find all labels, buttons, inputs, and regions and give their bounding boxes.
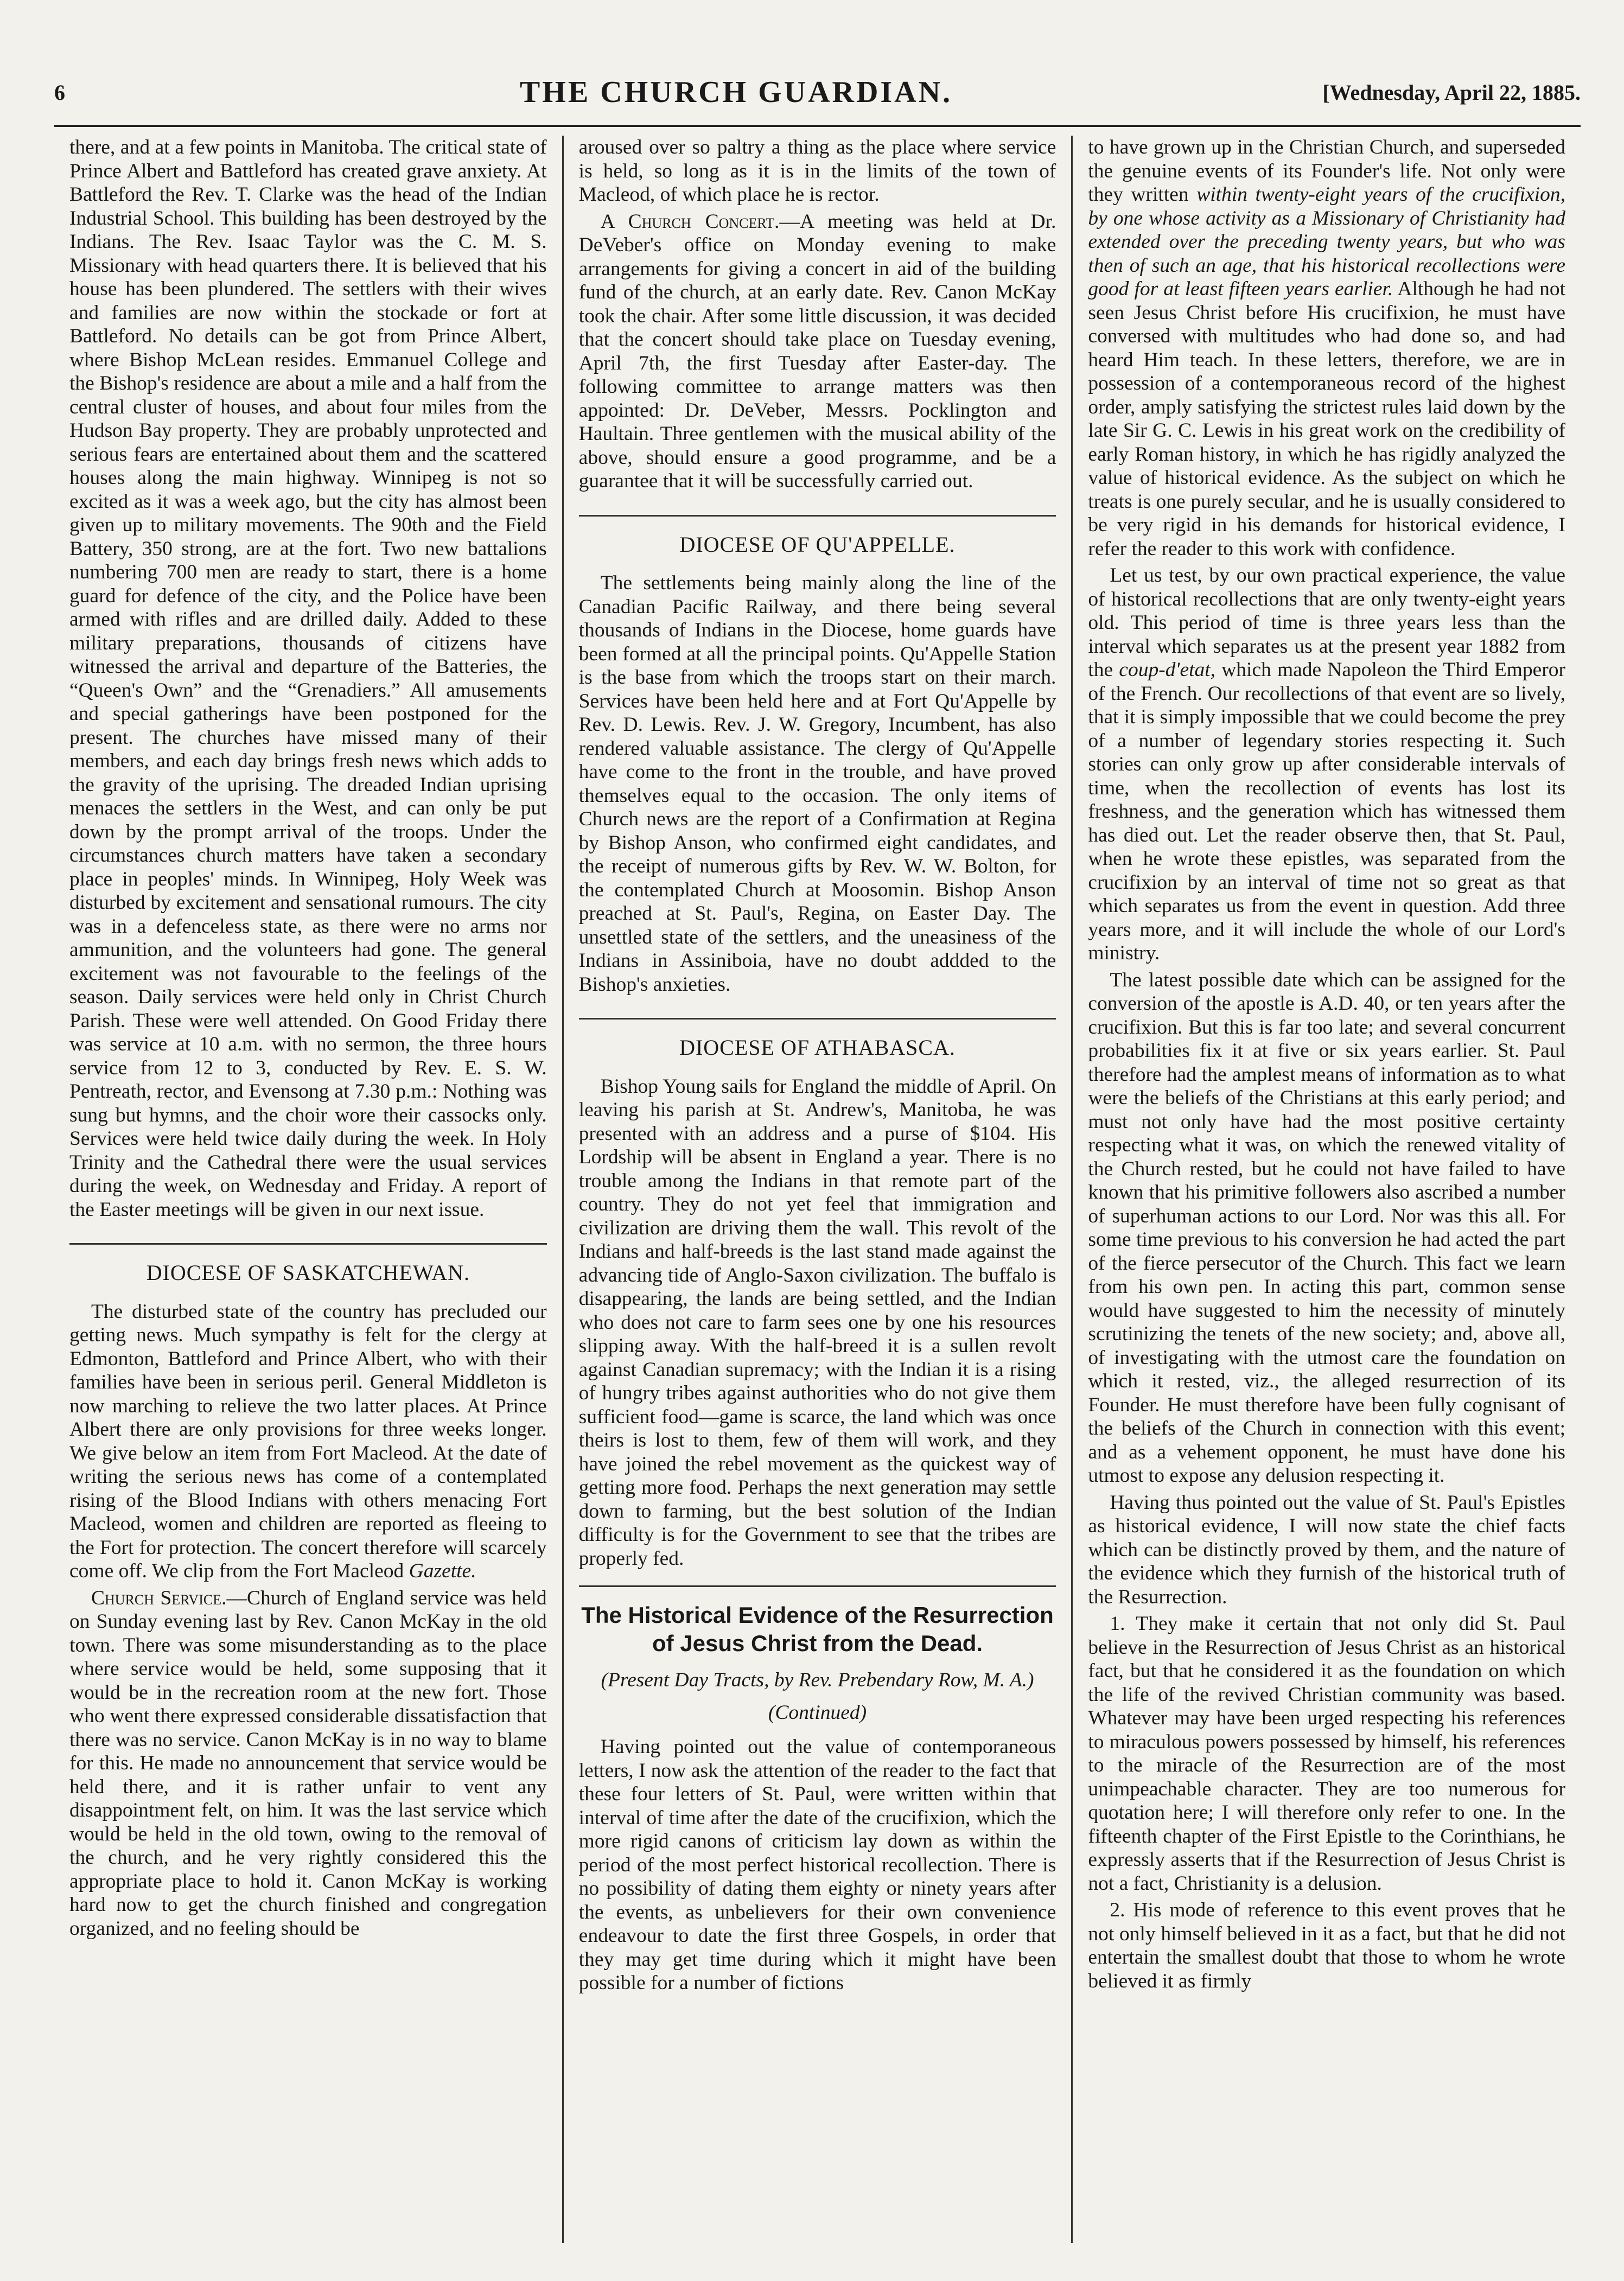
newspaper-title: THE CHURCH GUARDIAN. bbox=[519, 75, 953, 109]
column-2 bbox=[562, 136, 1072, 2243]
article-columns bbox=[54, 136, 1581, 2243]
heading-diocese-athabasca: DIOCESE OF ATHABASCA. bbox=[579, 1018, 1056, 1060]
manitoba-report-paragraph: there, and at a few points in Manitoba. The critical state of Prince Albert and Battleford has created grave anxiety. At Battleford the Rev. T. Clarke was the head of the Indian Industrial School. This building has been destroyed by the Indians. The Rev. Isaac Taylor was the C. M. S. Missionary with head quarters there. It is believed that his house has been plundered. The settlers with their wives and families are now within the stockade or fort at Battleford. No details can be got from Prince Albert, where Bishop McLean resides. Emmanuel College and the Bishop's residence are about a mile and a half from the central cluster of houses, and about four miles from the Hudson Bay property. They are probably unprotected and serious fears are entertained about them and the scattered houses along the main highway. Winnipeg is not so excited as it was a week ago, but the city has almost been given up to military movements. The 90th and the Field Battery, 350 strong, are at the fort. Two new battalions numbering 700 men are ready to start, there is a home guard for defence of the city, and the Police have been armed with rifles and are drilled daily. Added to these military preparations, thousands of citizens have witnessed the arrival and departure of the Batteries, the “Queen's Own” and the “Grenadiers.” All amusements and special gatherings have been postponed for the present. The churches have missed many of their members, and each day brings fresh news which adds to the gravity of the uprising. The dreaded Indian uprising menaces the settlers in the West, and can only be put down by the prompt arrival of the troops. Under the circumstances church matters have taken a secondary place in peoples' minds. In Winnipeg, Holy Week was disturbed by excitement and sensational rumours. The city was in a defenceless state, as there were no arms nor ammunition, and the volunteers had gone. The general excitement was not favourable to the feelings of the season. Daily services were held only in Christ Church Parish. These were well attended. On Good Friday there was service at 10 a.m. with no sermon, the three hours service from 12 to 3, conducted by Rev. E. S. W. Pentreath, rector, and Evensong at 7.30 p.m.: Nothing was sung but hymns, and the choir wore their cassocks only. Services were held twice daily during the week. In Holy Trinity and the Cathedral there were the usual services during the week, on Wednesday and Friday. A report of the Easter meetings will be given in our next issue. bbox=[69, 136, 547, 1221]
recollection-paragraph bbox=[1088, 564, 1565, 965]
conversion-date-paragraph: The latest possible date which can be assigned for the conversion of the apostle is A.D. 40, or ten years after the crucifixion. But this is far too late; and several concurrent probabilities fix it at five or six years earlier. St. Paul therefore had the amplest means of information as to what were the beliefs of the Christians at this early period; and must not only have had the most positive certainty respecting what it was, on which the renewed vitality of the Church rested, but he could not have failed to have known that his primitive followers also ascribed a number of superhuman actions to our Lord. Nor was this all. For some time previous to his conversion he had acted the part of the fierce persecutor of the Church. This fact we learn from his own pen. In acting this part, common sense would have suggested to him the necessity of minutely scrutinizing the tenets of the new society; and, above all, of investigating with the utmost care the foundation on which it rested, viz., the alleged resurrection of its Founder. He must therefore have been fully cognisant of the beliefs of the Church in connection with this event; and as a vehement opponent, he must have done his utmost to expose any delusion respecting it. bbox=[1088, 969, 1566, 1487]
column-3 bbox=[1071, 136, 1581, 2243]
article-source: (Present Day Tracts, by Rev. Prebendary Row, M. A.) bbox=[601, 1669, 1034, 1691]
resurrection-paragraph-1: Having pointed out the value of contemporaneous letters, I now ask the attention of the reader to the fact that these four letters of St. Paul, were written within that interval of time after the date of the crucifixion, which the more rigid canons of criticism lay down as within the period of the most perfect historical recollection. There is no possibility of dating them eighty or ninety years after the events, as unbelievers for their own convenience endeavour to date the first three Gospels, in order that they may get time during which it might have been possible for a number of fictions bbox=[578, 1736, 1056, 1994]
resurrection-paragraph-2 bbox=[1088, 136, 1565, 560]
quappelle-paragraph: The settlements being mainly along the line of the Canadian Pacific Railway, and there being several thousands of Indians in the Diocese, home guards have been formed at all the principal points. Qu'Appelle Station is the base from which the troops start on their march. Services have been held here and at Fort Qu'Appelle by Rev. D. Lewis. Rev. J. W. Gregory, Incumbent, has also rendered valuable assistance. The clergy of Qu'Appelle have come to the front in the trouble, and have proved themselves equal to the occasion. The only items of Church news are the report of a Confirmation at Regina by Bishop Anson, who confirmed eight candidates, and the receipt of numerous gifts by Rev. W. W. Bolton, for the contemplated Church at Moosomin. Bishop Anson preached at St. Paul's, Regina, on Easter Day. The unsettled state of the settlers, and the uneasiness of the Indians in Assiniboia, have no doubt addded to the Bishop's anxieties. bbox=[578, 572, 1056, 996]
article-title: The Historical Evidence of the Resurrection of Jesus Christ from the Dead. bbox=[579, 1585, 1056, 1658]
macleod-continued-paragraph: aroused over so paltry a thing as the place where service is held, so long as it is in the limits of the town of Macleod, of which place he is rector. bbox=[578, 136, 1056, 206]
resurrection-text-a: to have grown up in the Christian Church, and superseded the genuine events of its Founder's life. Not only were they written bbox=[1088, 136, 1566, 206]
resurrection-text-b: Although he had not seen Jesus Christ before His crucifixion, he must have conversed with multitudes who had done so, and had heard Him teach. In these letters, therefore, we are in possession of a contemporaneous record of the highest order, amply satisfying the strictest rules laid down by the late Sir G. C. Lewis in his great work on the credibility of early Roman history, in which he has rigidly analyzed the value of historical evidence. As the subject on which he treats is one purely secular, and he is usually considered to be very rigid in his demands for historical evidence, I refer the reader to this work with confidence. bbox=[1088, 278, 1566, 560]
church-service-paragraph bbox=[69, 1586, 547, 1941]
issue-date: [Wednesday, April 22, 1885. bbox=[1322, 80, 1581, 105]
coup-detat: coup-d'etat, bbox=[1119, 659, 1216, 681]
page-number: 6 bbox=[54, 80, 65, 105]
continued-label: (Continued) bbox=[768, 1701, 867, 1724]
athabasca-paragraph: Bishop Young sails for England the middle of April. On leaving his parish at St. Andrew's, Manitoba, he was presented with an address and a purse of $104. His Lordship will be absent in England a year. There is no trouble among the Indians in that remote part of the country. They do not yet feel that immigration and civilization are driving them the wall. This revolt of the Indians and half-breeds is the last stand made against the advancing tide of Anglo-Saxon civilization. The buffalo is disappearing, the lands are being settled, and the Indian who does not care to farm sees one by one his resources slipping away. With the half-breed it is a sullen revolt against Canadian supremacy; with the Indian it is a rising of hungry tribes against authorities who do not give them sufficient food—game is scarce, the land which was once theirs is lost to them, few of them will work, and they have joined the rebel movement as the quickest way of getting more food. Perhaps the next generation may settle down to farming, but the best solution of the Indian difficulty is for the Government to see that the tribes are properly fed. bbox=[578, 1075, 1056, 1570]
point-one-paragraph: 1. They make it certain that not only did St. Paul believe in the Resurrection of Jesus Christ as an historical fact, but that he considered it as the foundation on which the life of the revived Christian community was based. Whatever may have been urged respecting his references to miraculous powers possessed by himself, his references to the miracle of the Resurrection are of the most unimpeachable character. They are too numerous for quotation here; I will therefore only refer to one. In the fifteenth chapter of the First Epistle to the Corinthians, he expressly asserts that if the Resurrection of Jesus Christ is not a fact, Christianity is a delusion. bbox=[1088, 1613, 1566, 1895]
gazette-name: Gazette. bbox=[409, 1560, 476, 1582]
masthead bbox=[54, 60, 1581, 127]
saskatchewan-paragraph bbox=[69, 1300, 547, 1583]
heading-diocese-quappelle: DIOCESE OF QU'APPELLE. bbox=[579, 515, 1056, 557]
point-two-paragraph: 2. His mode of reference to this event proves that he not only himself believed in it as a fact, but that he did not entertain the smallest doubt that those to whom he wrote believed it as firmly bbox=[1088, 1899, 1566, 1992]
church-concert-heading: A Church Concert. bbox=[600, 210, 780, 233]
saskatchewan-text: The disturbed state of the country has precluded our getting news. Much sympathy is felt for the clergy at Edmonton, Battleford and Prince Albert, who with their families have been in serious peril. General Middleton is now marching to relieve the two latter places. At Prince Albert there are only provisions for three weeks longer. We give below an item from Fort Macleod. At the date of writing the serious news has come of a contemplated rising of the Blood Indians with others menacing Fort Macleod, women and children are reported as fleeing to the Fort for protection. The concert therefore will scarcely come off. We clip from the Fort Macleod bbox=[69, 1300, 547, 1582]
church-concert-paragraph bbox=[579, 210, 1056, 493]
recollection-text-a: Let us test, by our own practical experience, the value of historical recollections that are only twenty-eight years old. This period of time is three years less than the interval which separates us at the present year 1882 from the bbox=[1088, 564, 1566, 681]
column-1 bbox=[54, 136, 562, 2243]
heading-diocese-saskatchewan: DIOCESE OF SASKATCHEWAN. bbox=[69, 1243, 547, 1285]
church-concert-text: —A meeting was held at Dr. DeVeber's office on Monday evening to make arrangements for giving a concert in aid of the building fund of the church, at an early date. Rev. Canon McKay took the chair. After some little discussion, it was decided that the concert should take place on Tuesday evening, April 7th, the first Tuesday after Easter-day. The following committee to arrange matters was then appointed: Dr. DeVeber, Messrs. Pocklington and Haultain. Three gentlemen with the musical ability of the above, should ensure a good programme, and be a guarantee that it will be successfully carried out. bbox=[578, 210, 1056, 492]
epistles-value-paragraph: Having thus pointed out the value of St. Paul's Epistles as historical evidence, I will now state the chief facts which can be distinctly proved by them, and the nature of the evidence which they furnish of the historical truth of the Resurrection. bbox=[1088, 1491, 1566, 1608]
resurrection-italic: within twenty-eight years of the crucifixion, by one whose activity as a Missionary of Christianity had extended over the preceding twenty years, but who was then of such an age, that his historical recollections were good for at least fifteen years earlier. bbox=[1088, 183, 1566, 300]
church-service-text: —Church of England service was held on Sunday evening last by Rev. Canon McKay in the old town. There was some misunderstanding as to the place where service would be held, some supposing that it would be in the recreation room at the new fort. Those who went there expressed considerable dissatisfaction that there was no service. Canon McKay is in no way to blame for this. He made no announcement that service would be held there, and it is rather unfair to vent any disappointment felt, on him. It was the last service which would be held in the old town, owing to the removal of the church, and he very rightly considered this the appropriate place to hold it. Canon McKay is working hard now to get the church finished and congregation organized, and no feeling should be bbox=[69, 1586, 547, 1940]
church-service-heading: Church Service. bbox=[91, 1586, 227, 1609]
recollection-text-b: which made Napoleon the Third Emperor of the French. Our recollections of that event are so lively, that it is simply impossible that we could become the prey of a number of legendary stories respecting it. Such stories can only grow up after considerable intervals of time, when the recollection of events has lost its freshness, and the generation which has witnessed them has died out. Let the reader observe then, that St. Paul, when he wrote these epistles, was separated from the crucifixion by an interval of time not so great as that which separates us from the event in question. Add three years more, and it will include the whole of our Lord's ministry. bbox=[1088, 659, 1566, 964]
